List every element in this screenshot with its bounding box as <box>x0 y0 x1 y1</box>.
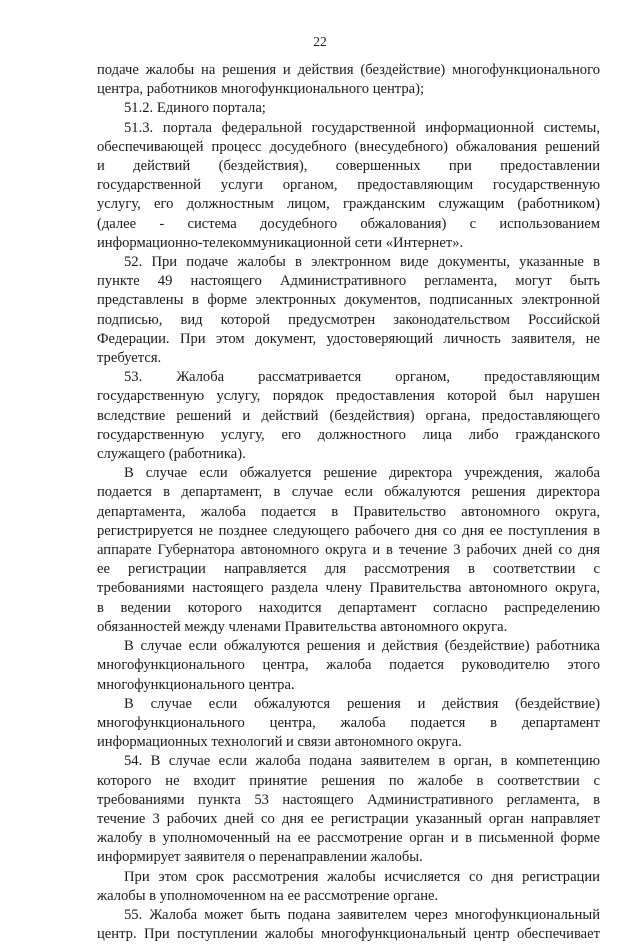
text-line: жалобу в уполномоченный на ее рассмотрение орган и в письменной форме <box>97 830 600 847</box>
text-line: услугу, его должностным лицом, гражданским служащим (работником) <box>97 196 600 213</box>
text-line: В случае если обжалуются решения и действия (бездействие) <box>124 695 600 712</box>
text-line: государственную услугу, порядок предоставления которой был нарушен <box>97 388 600 405</box>
text-line: ее регистрации направляется для рассмотрения в соответствии с <box>97 561 600 578</box>
text-line: государственную услугу, его должностного лица либо гражданского <box>97 426 600 443</box>
text-line: подаче жалобы на решения и действия (бездействие) многофункционального <box>97 62 600 78</box>
text-line: 52. При подаче жалобы в электронном виде документы, указанные в <box>124 254 600 271</box>
text-line: многофункционального центра, жалоба подается руководителю этого <box>97 657 600 674</box>
text-line: обязанностей между членами Правительства автономного округа. <box>97 618 508 635</box>
text-line: информационных технологий и связи автономного округа. <box>97 734 462 751</box>
page-number: 22 <box>313 34 327 49</box>
text-line: В случае если обжалуются решения и действия (бездействие) работника <box>124 638 600 655</box>
text-line: в ведении которого находится департамент согласно распределению <box>97 599 600 616</box>
text-line: (далее - система досудебного обжалования) с использованием <box>97 215 600 232</box>
text-line: пункте 49 настоящего Административного регламента, могут быть <box>97 273 600 290</box>
text-line: многофункционального центра, жалоба подается в департамент <box>97 714 600 731</box>
text-line: представлены в форме электронных документов, подписанных электронной <box>97 292 600 309</box>
text-line: информирует заявителя о перенаправлении жалобы. <box>97 849 423 866</box>
text-line: подается в департамент, в случае если обжалуются решения директора <box>97 484 600 501</box>
text-line: аппарате Губернатора автономного округа и в течение 3 рабочих дней со дня <box>97 542 600 559</box>
text-line: центра, работников многофункционального центра); <box>97 81 425 98</box>
text-line: требуется. <box>97 350 162 367</box>
text-line: государственной услуги органом, предоставляющим государственную <box>97 177 600 194</box>
text-line: многофункционального центра. <box>97 676 295 693</box>
text-line: течение 3 рабочих дней со дня ее регистрации указанный орган направляет <box>97 810 600 827</box>
text-line: требованиями пункта 53 настоящего Административного регламента, в <box>97 791 600 808</box>
text-line: служащего (работника). <box>97 446 246 463</box>
text-line: требованиями настоящего раздела члену Правительства автономного округа, <box>97 580 600 597</box>
text-line: и действий (бездействия), совершенных при предоставлении <box>97 158 600 175</box>
text-line: обеспечивающей процесс досудебного (внесудебного) обжалования решений <box>97 138 600 155</box>
text-line: подписью, вид которой предусмотрен законодательством Российской <box>97 311 600 328</box>
text-line: 51.2. Единого портала; <box>124 100 266 117</box>
text-line: информационно-телекоммуникационной сети «Интернет». <box>97 234 464 251</box>
text-line: В случае если обжалуется решение директора учреждения, жалоба <box>124 465 600 482</box>
text-line: 55. Жалоба может быть подана заявителем через многофункциональный <box>124 906 600 923</box>
text-line: Федерации. При этом документ, удостоверяющий личность заявителя, не <box>97 330 600 347</box>
text-line: департамента, жалоба подается в Правительство автономного округа, <box>97 503 600 520</box>
text-line: 53. Жалоба рассматривается органом, предоставляющим <box>124 369 600 386</box>
text-line: центр. При поступлении жалобы многофункциональный центр обеспечивает <box>97 926 600 943</box>
text-line: которого не входит принятие решения по жалобе в соответствии с <box>97 772 600 789</box>
document-body <box>97 61 600 944</box>
text-line: вследствие решений и действий (бездействия) органа, предоставляющего <box>97 407 600 424</box>
text-line: 54. В случае если жалоба подана заявителем в орган, в компетенцию <box>124 753 600 770</box>
text-line: регистрируется не позднее следующего рабочего дня со дня ее поступления в <box>97 522 600 539</box>
text-line: При этом срок рассмотрения жалобы исчисляется со дня регистрации <box>124 868 600 885</box>
text-line: 51.3. портала федеральной государственной информационной системы, <box>124 119 600 136</box>
text-line: жалобы в уполномоченном на ее рассмотрение органе. <box>97 887 439 904</box>
